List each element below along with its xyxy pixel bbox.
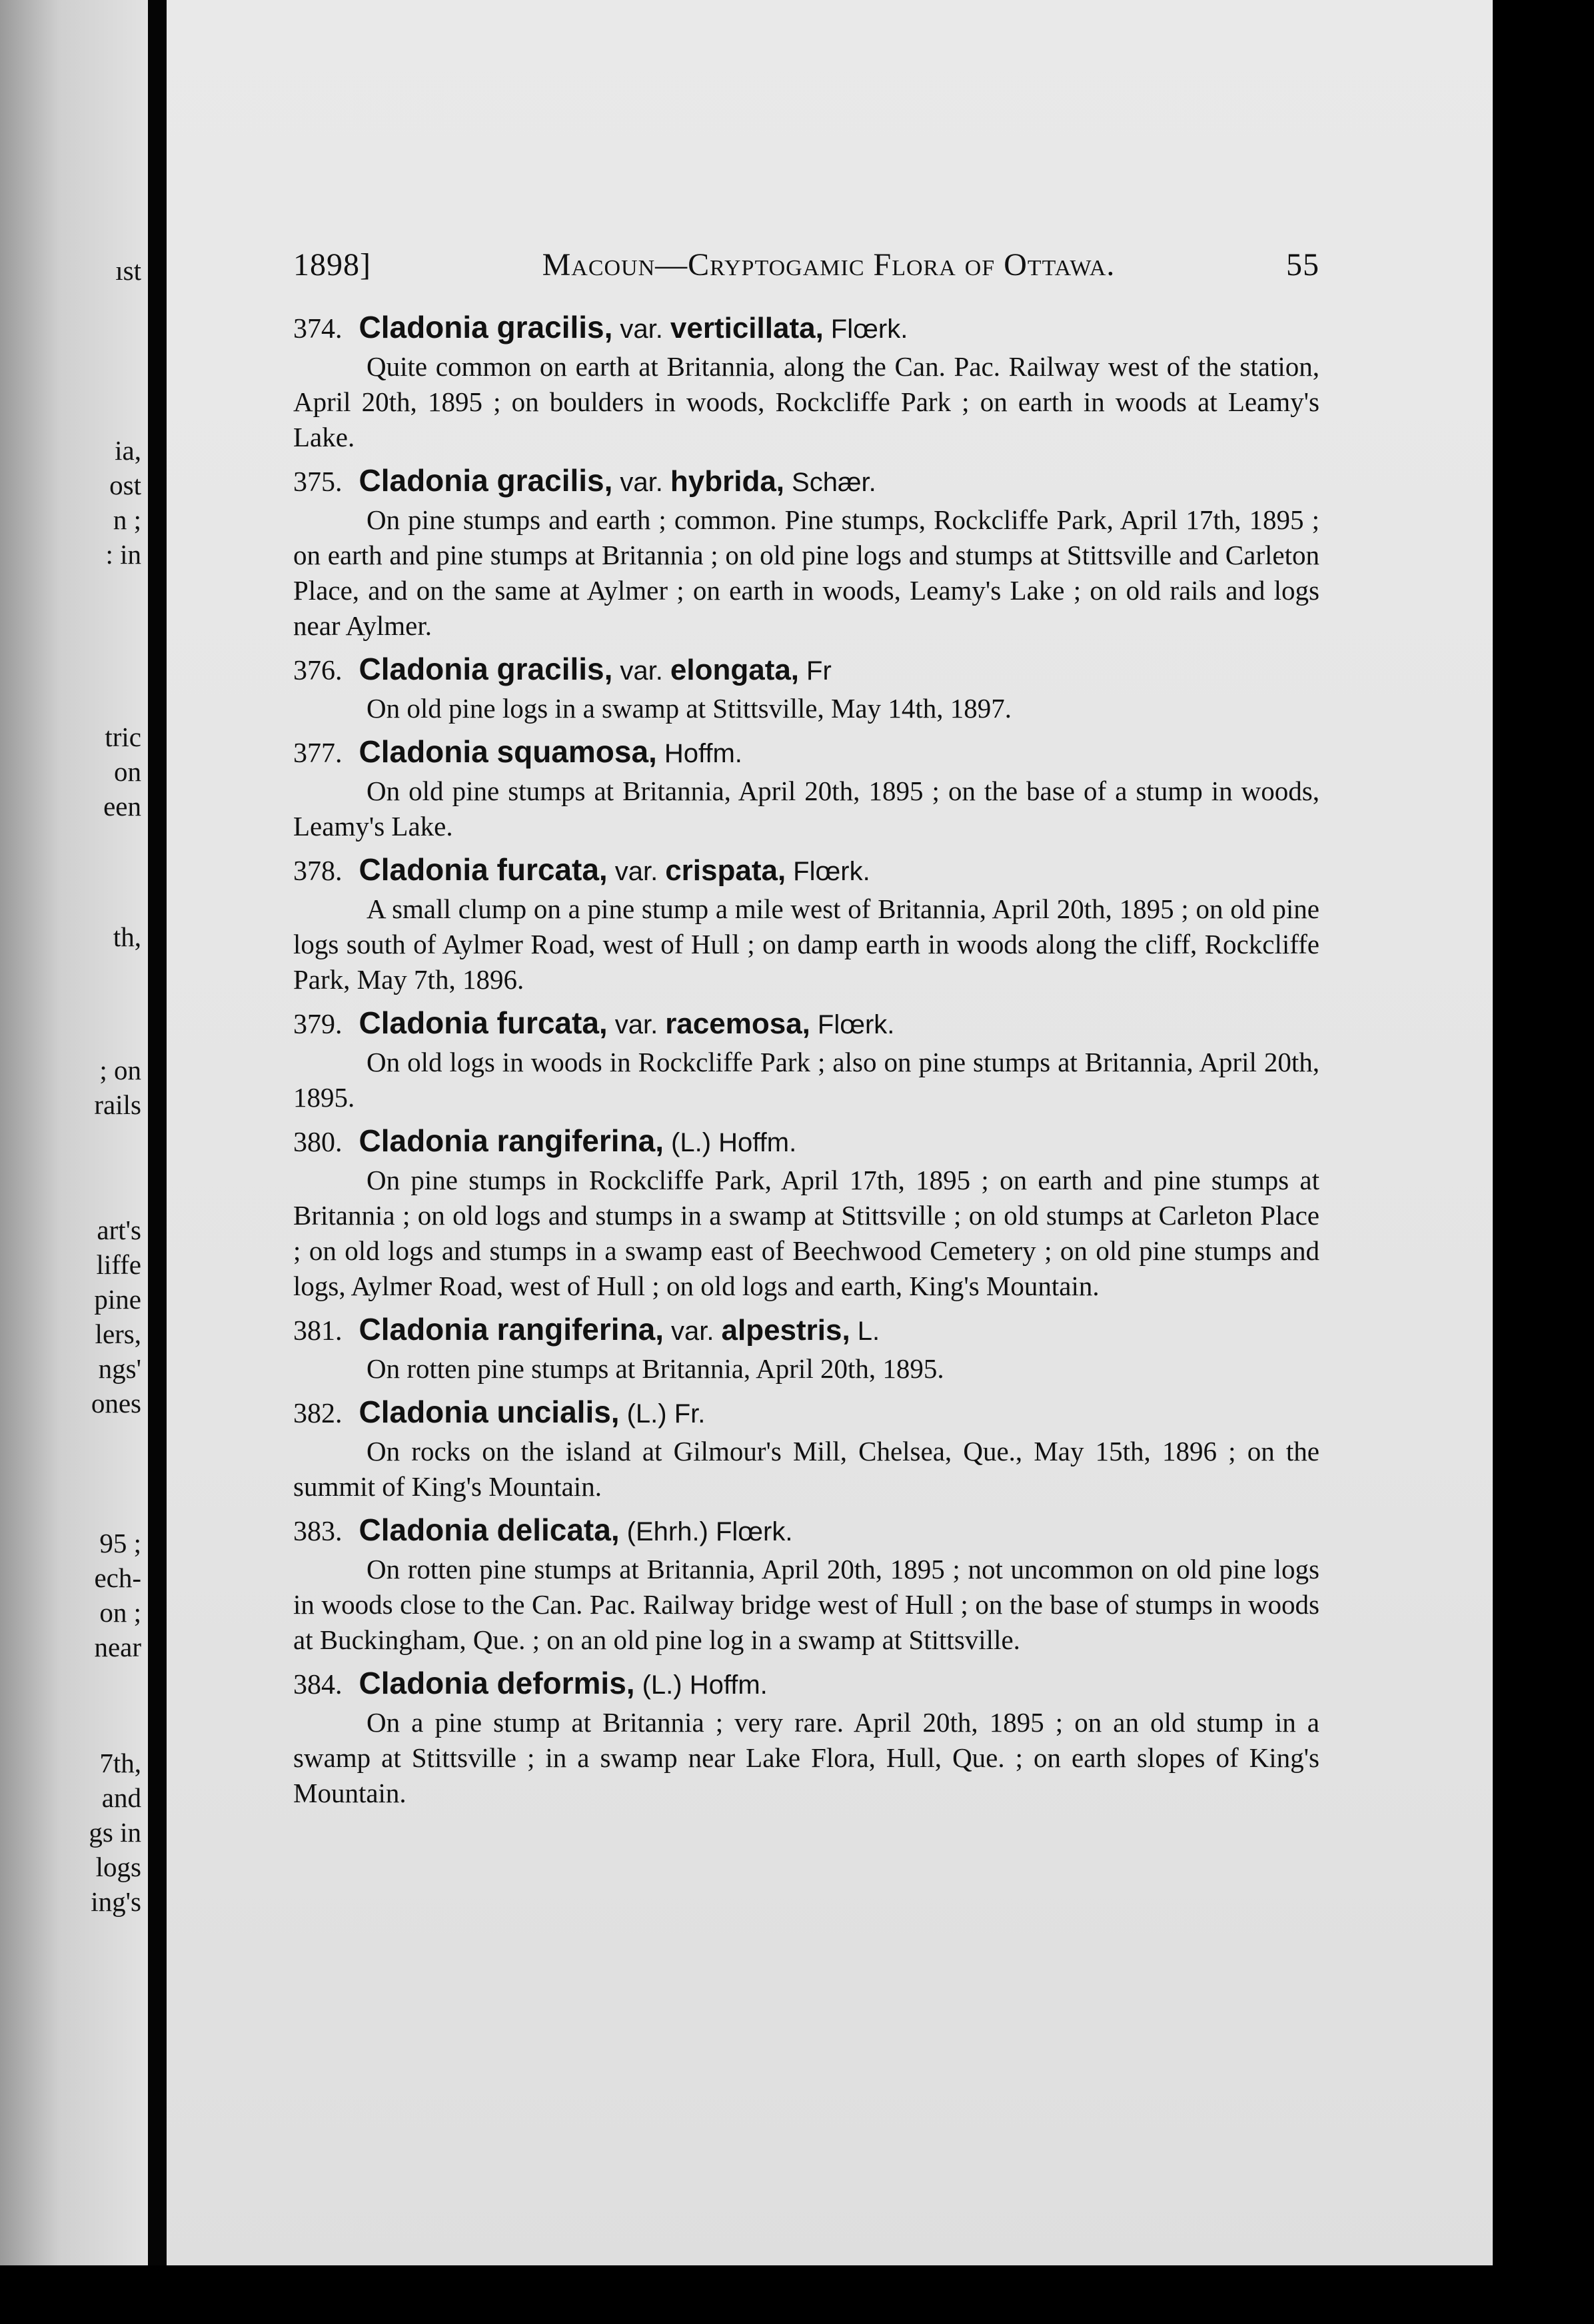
entry-number: 379. bbox=[293, 1009, 343, 1040]
author-citation: (L.) Fr. bbox=[626, 1399, 706, 1429]
header-title: Macoun—Cryptogamic Flora of Ottawa. bbox=[542, 247, 1116, 283]
species-entry bbox=[293, 308, 1319, 455]
species-entry bbox=[293, 1004, 1319, 1115]
left-fragment: and bbox=[101, 1782, 141, 1813]
entry-locality-text: On old pine logs in a swamp at Stittsville, May 14th, 1897. bbox=[367, 693, 1012, 724]
left-fragment: 95 ; bbox=[99, 1528, 141, 1558]
species-entry bbox=[293, 1664, 1319, 1811]
variety-name: elongata, bbox=[670, 654, 800, 686]
left-page-edge bbox=[0, 0, 148, 2324]
author-citation: Schær. bbox=[792, 468, 876, 497]
entry-number: 377. bbox=[293, 738, 343, 769]
species-name: Cladonia uncialis, bbox=[359, 1395, 620, 1429]
entry-heading bbox=[293, 308, 1319, 348]
left-fragment: ones bbox=[91, 1388, 141, 1419]
left-fragment: ia, bbox=[115, 435, 141, 466]
entry-heading bbox=[293, 462, 1319, 501]
left-fragment: ech- bbox=[94, 1562, 141, 1593]
var-prefix: var. bbox=[614, 1010, 658, 1039]
left-fragment: gs in bbox=[89, 1817, 141, 1848]
entry-locality-text: On pine stumps and earth ; common. Pine stumps, Rockcliffe Park, April 17th, 1895 ; on earth and pine stumps at Britannia ; on old pine logs and stumps at Stittsville and Carleton Place, and on the same at Aylmer ; on earth in woods, Leamy's Lake ; on old rails and logs near Aylmer. bbox=[293, 504, 1319, 641]
book-gutter bbox=[148, 0, 167, 2324]
left-fragment: ing's bbox=[91, 1886, 141, 1917]
species-name: Cladonia gracilis, bbox=[359, 310, 613, 344]
left-fragment: pine bbox=[94, 1284, 141, 1315]
var-prefix: var. bbox=[620, 468, 663, 497]
author-citation: (L.) Hoffm. bbox=[642, 1670, 768, 1700]
species-entry bbox=[293, 462, 1319, 644]
entry-number: 381. bbox=[293, 1316, 343, 1347]
entry-number: 378. bbox=[293, 856, 343, 887]
entry-heading bbox=[293, 1511, 1319, 1550]
left-fragment: ngs' bbox=[98, 1353, 141, 1384]
entry-number: 380. bbox=[293, 1127, 343, 1158]
author-citation: (Ehrh.) Flœrk. bbox=[626, 1517, 793, 1546]
entry-heading bbox=[293, 1664, 1319, 1704]
scan-bottom-border bbox=[0, 2265, 1594, 2324]
header-year: 1898] bbox=[293, 247, 371, 283]
species-name: Cladonia gracilis, bbox=[359, 652, 613, 686]
left-fragment: on ; bbox=[99, 1597, 141, 1628]
entry-number: 384. bbox=[293, 1670, 343, 1700]
left-fragment: rails bbox=[94, 1089, 141, 1120]
author-citation: Flœrk. bbox=[817, 1010, 895, 1039]
left-fragment: n ; bbox=[113, 504, 141, 535]
entry-heading bbox=[293, 1004, 1319, 1043]
var-prefix: var. bbox=[620, 656, 663, 686]
left-fragment: 7th, bbox=[99, 1748, 141, 1778]
entry-heading bbox=[293, 1122, 1319, 1161]
left-fragment: tric bbox=[105, 722, 141, 752]
species-entry bbox=[293, 1311, 1319, 1387]
author-citation: Flœrk. bbox=[830, 314, 908, 344]
var-prefix: var. bbox=[671, 1317, 714, 1346]
species-name: Cladonia delicata, bbox=[359, 1512, 620, 1547]
species-entry bbox=[293, 1511, 1319, 1658]
variety-name: hybrida, bbox=[670, 465, 785, 498]
left-fragment: near bbox=[94, 1632, 141, 1662]
left-fragment: een bbox=[103, 791, 141, 822]
species-name: Cladonia rangiferina, bbox=[359, 1123, 664, 1158]
left-fragment: on bbox=[114, 756, 141, 787]
entry-locality-text: On old pine stumps at Britannia, April 20th, 1895 ; on the base of a stump in woods, Leamy's Lake. bbox=[293, 776, 1319, 842]
author-citation: L. bbox=[857, 1317, 880, 1346]
entry-heading bbox=[293, 1311, 1319, 1350]
entry-locality-text: A small clump on a pine stump a mile west of Britannia, April 20th, 1895 ; on old pine logs south of Aylmer Road, west of Hull ; on damp earth in woods along the cliff, Rockcliffe Park, May 7th, 1896. bbox=[293, 893, 1319, 995]
page-content bbox=[293, 247, 1319, 1818]
variety-name: alpestris, bbox=[721, 1314, 850, 1347]
right-page-edge bbox=[1493, 0, 1594, 2324]
variety-name: racemosa, bbox=[665, 1007, 810, 1040]
left-fragment: liffe bbox=[96, 1249, 141, 1280]
left-fragment: th, bbox=[113, 921, 141, 952]
entry-locality-text: On old logs in woods in Rockcliffe Park ; also on pine stumps at Britannia, April 20th, 1895. bbox=[293, 1047, 1319, 1113]
species-entry bbox=[293, 650, 1319, 726]
left-fragment: ıst bbox=[115, 255, 141, 286]
species-entry bbox=[293, 851, 1319, 997]
entry-locality-text: On a pine stump at Britannia ; very rare. April 20th, 1895 ; on an old stump in a swamp at Stittsville ; in a swamp near Lake Flora, Hull, Que. ; on earth slopes of King's Mountain. bbox=[293, 1707, 1319, 1808]
entry-locality-text: Quite common on earth at Britannia, along the Can. Pac. Railway west of the station, April 20th, 1895 ; on boulders in woods, Rockcliffe Park ; on earth in woods at Leamy's Lake. bbox=[293, 351, 1319, 452]
entry-heading bbox=[293, 1393, 1319, 1433]
left-fragment: ; on bbox=[99, 1055, 141, 1085]
entry-locality-text: On rotten pine stumps at Britannia, April 20th, 1895 ; not uncommon on old pine logs in woods close to the Can. Pac. Railway bridge west of Hull ; on the base of stumps in woods at Buckingham, Que. ; on an old pine log in a swamp at Stittsville. bbox=[293, 1554, 1319, 1655]
species-name: Cladonia furcata, bbox=[359, 1005, 608, 1040]
variety-name: verticillata, bbox=[670, 312, 824, 344]
entry-number: 376. bbox=[293, 656, 343, 686]
author-citation: (L.) Hoffm. bbox=[671, 1128, 797, 1157]
entry-heading bbox=[293, 733, 1319, 772]
left-fragment: logs bbox=[95, 1852, 141, 1882]
species-list bbox=[293, 308, 1319, 1811]
author-citation: Fr bbox=[806, 656, 832, 686]
var-prefix: var. bbox=[614, 857, 658, 886]
species-name: Cladonia furcata, bbox=[359, 852, 608, 887]
species-name: Cladonia rangiferina, bbox=[359, 1312, 664, 1347]
entry-number: 382. bbox=[293, 1399, 343, 1429]
entry-heading bbox=[293, 650, 1319, 690]
running-header bbox=[293, 247, 1319, 283]
entry-number: 375. bbox=[293, 467, 343, 498]
left-fragment: ost bbox=[109, 470, 141, 500]
species-entry bbox=[293, 733, 1319, 844]
author-citation: Flœrk. bbox=[793, 857, 870, 886]
left-fragment: lers, bbox=[95, 1319, 141, 1349]
variety-name: crispata, bbox=[665, 854, 786, 887]
entry-heading bbox=[293, 851, 1319, 890]
species-name: Cladonia squamosa, bbox=[359, 734, 657, 769]
species-entry bbox=[293, 1393, 1319, 1504]
entry-number: 383. bbox=[293, 1516, 343, 1547]
author-citation: Hoffm. bbox=[664, 739, 742, 768]
entry-locality-text: On rotten pine stumps at Britannia, April 20th, 1895. bbox=[367, 1353, 944, 1384]
species-name: Cladonia deformis, bbox=[359, 1666, 635, 1700]
left-fragment: : in bbox=[105, 539, 141, 570]
entry-locality-text: On rocks on the island at Gilmour's Mill, Chelsea, Que., May 15th, 1896 ; on the summit of King's Mountain. bbox=[293, 1436, 1319, 1502]
species-entry bbox=[293, 1122, 1319, 1304]
entry-number: 374. bbox=[293, 314, 343, 344]
entry-locality-text: On pine stumps in Rockcliffe Park, April 17th, 1895 ; on earth and pine stumps at Britannia ; on old logs and stumps in a swamp at Stittsville ; on old stumps at Carleton Place ; on old logs and stumps in a swamp east of Beechwood Cemetery ; on old pine stumps and logs, Aylmer Road, west of Hull ; on old logs and earth, King's Mountain. bbox=[293, 1165, 1319, 1301]
var-prefix: var. bbox=[620, 314, 663, 344]
left-fragment: art's bbox=[97, 1215, 141, 1245]
page-number: 55 bbox=[1286, 247, 1319, 283]
species-name: Cladonia gracilis, bbox=[359, 463, 613, 498]
